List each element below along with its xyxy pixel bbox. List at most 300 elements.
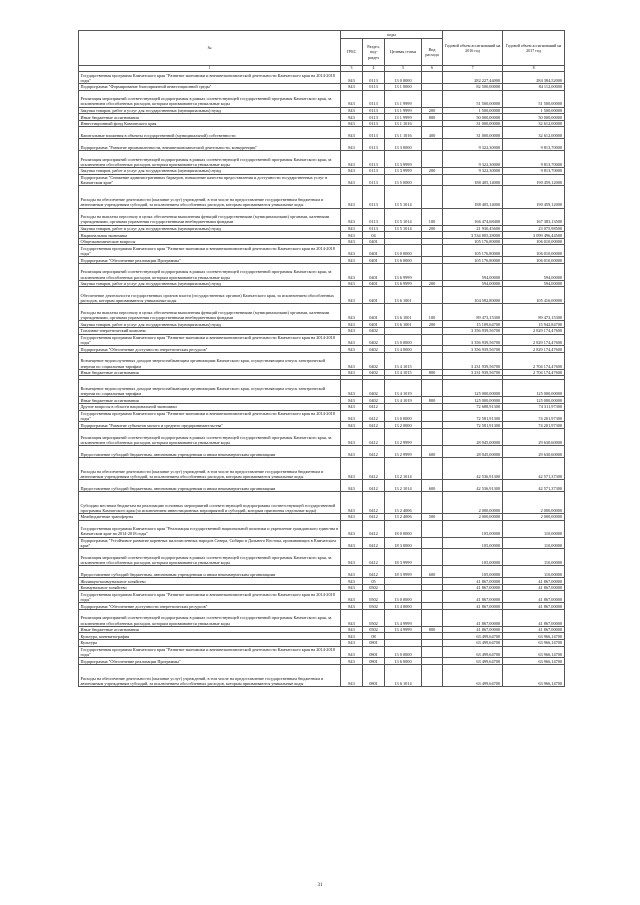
row-vid bbox=[422, 537, 443, 549]
row-vid bbox=[422, 646, 443, 658]
row-grbs: 843 bbox=[341, 208, 363, 225]
row-razdel: 0113 bbox=[363, 90, 385, 107]
row-amount-2016: 28 045,00000 bbox=[443, 446, 503, 458]
row-vid bbox=[422, 186, 443, 208]
row-celevaya: 13 3 9999 bbox=[385, 167, 422, 174]
row-amount-2016: 72 581,91300 bbox=[443, 410, 503, 422]
row-amount-2017: 9 813,70000 bbox=[503, 139, 565, 151]
row-celevaya: 13 5 0000 bbox=[385, 174, 422, 186]
table-row bbox=[79, 537, 565, 549]
row-celevaya: 13 6 1001 bbox=[385, 287, 422, 304]
row-vid bbox=[422, 139, 443, 151]
table-row bbox=[79, 591, 565, 603]
row-name: Государственная программа Камчатского края "Реализация государственной национальной политики и укрепление гражданского единства в Камчатском крае на 2014-2018 годы" bbox=[79, 520, 341, 537]
row-amount-2016: 3 231 939,56700 bbox=[443, 369, 503, 376]
row-amount-2016: 105,00000 bbox=[443, 549, 503, 566]
row-grbs: 843 bbox=[341, 566, 363, 578]
row-razdel: 0113 bbox=[363, 127, 385, 139]
table-row bbox=[79, 397, 565, 404]
row-vid bbox=[422, 664, 443, 686]
row-amount-2017: 84 112,00000 bbox=[503, 84, 565, 91]
row-razdel: 0401 bbox=[363, 245, 385, 257]
row-amount-2017: 594,00000 bbox=[503, 263, 565, 280]
row-celevaya: 13 2 9999 bbox=[385, 429, 422, 446]
table-row bbox=[79, 369, 565, 376]
row-name: Закупка товаров, работ и услуг для государственных (муниципальных) нужд bbox=[79, 321, 341, 328]
table-row bbox=[79, 127, 565, 139]
table-row bbox=[79, 186, 565, 208]
row-name: Реализация мероприятий соответствующей подпрограммы в рамках соответствующей государственной программы Камчатского края, за исключением обособленных расходов, которым присваиваются уникальные коды bbox=[79, 549, 341, 566]
row-grbs: 843 bbox=[341, 257, 363, 264]
budget-table bbox=[78, 30, 565, 687]
row-amount-2016: 105,00000 bbox=[443, 537, 503, 549]
row-vid: 800 bbox=[422, 369, 443, 376]
table-row bbox=[79, 114, 565, 121]
row-amount-2016: 3 356 939,56700 bbox=[443, 327, 503, 334]
row-razdel: 0113 bbox=[363, 139, 385, 151]
row-razdel: 0412 bbox=[363, 429, 385, 446]
row-name: Межбюджетные трансферты bbox=[79, 514, 341, 521]
row-celevaya: 13 1 9999 bbox=[385, 90, 422, 107]
row-razdel: 0401 bbox=[363, 257, 385, 264]
table-row bbox=[79, 457, 565, 479]
row-razdel: 0502 bbox=[363, 603, 385, 610]
table-row bbox=[79, 346, 565, 353]
table-row bbox=[79, 404, 565, 411]
row-razdel: 0402 bbox=[363, 369, 385, 376]
row-celevaya bbox=[385, 584, 422, 591]
row-amount-2016: 105,00000 bbox=[443, 520, 503, 537]
table-row bbox=[79, 603, 565, 610]
row-vid bbox=[422, 84, 443, 91]
row-name: Капитальные вложения в объекты государственной (муниципальной) собственности bbox=[79, 127, 341, 139]
row-name: Иные бюджетные ассигнования bbox=[79, 397, 341, 404]
row-amount-2017: 125 000,00000 bbox=[503, 397, 565, 404]
row-name: Реализация мероприятий соответствующей подпрограммы в рамках соответствующей государственной программы Камчатского края, за исключением обособленных расходов, которым присваиваются уникальные коды bbox=[79, 90, 341, 107]
table-row bbox=[79, 549, 565, 566]
row-vid bbox=[422, 422, 443, 429]
row-grbs: 843 bbox=[341, 238, 363, 245]
row-celevaya: 13 2 9999 bbox=[385, 446, 422, 458]
row-grbs: 843 bbox=[341, 334, 363, 346]
table-row bbox=[79, 578, 565, 585]
row-vid bbox=[422, 150, 443, 167]
row-amount-2017: 63 966,14700 bbox=[503, 664, 565, 686]
row-vid: 800 bbox=[422, 397, 443, 404]
row-amount-2016: 166 474,68400 bbox=[443, 208, 503, 225]
row-amount-2017: 110,00000 bbox=[503, 537, 565, 549]
row-name: Другие вопросы в области национальной экономики bbox=[79, 404, 341, 411]
row-razdel: 05 bbox=[363, 578, 385, 585]
row-razdel: 0402 bbox=[363, 352, 385, 369]
row-name: Национальная экономика bbox=[79, 232, 341, 239]
row-amount-2016: 31 000,00000 bbox=[443, 120, 503, 127]
row-amount-2016: 594,00000 bbox=[443, 263, 503, 280]
row-vid bbox=[422, 591, 443, 603]
row-vid bbox=[422, 174, 443, 186]
row-razdel: 0401 bbox=[363, 304, 385, 321]
row-celevaya bbox=[385, 327, 422, 334]
row-celevaya: 13 0 0000 bbox=[385, 591, 422, 603]
row-grbs: 843 bbox=[341, 520, 363, 537]
row-razdel: 0113 bbox=[363, 208, 385, 225]
column-number: 1 bbox=[79, 66, 341, 72]
row-amount-2017: 23 075,98500 bbox=[503, 225, 565, 232]
row-name: Закупка товаров, работ и услуг для государственных (муниципальных) нужд bbox=[79, 107, 341, 114]
row-grbs: 843 bbox=[341, 352, 363, 369]
row-amount-2016: 89 473,15300 bbox=[443, 304, 503, 321]
row-name: Закупка товаров, работ и услуг для государственных (муниципальных) нужд bbox=[79, 167, 341, 174]
row-name: Реализация мероприятий соответствующей подпрограммы в рамках соответствующей государственной программы Камчатского края, за исключением обособленных расходов, которым присваиваются уникальные коды bbox=[79, 609, 341, 626]
row-celevaya: 13 0 0000 bbox=[385, 646, 422, 658]
row-amount-2017: 284 384,52000 bbox=[503, 72, 565, 84]
row-amount-2016: 104 582,80000 bbox=[443, 287, 503, 304]
row-vid bbox=[422, 245, 443, 257]
row-name: Государственная программа Камчатского края "Развитие экономики и внешнеэкономической деятельности Камчатского края на 2014-2018 годы" bbox=[79, 334, 341, 346]
row-grbs: 843 bbox=[341, 603, 363, 610]
row-amount-2017: 2 704 174,47600 bbox=[503, 369, 565, 376]
table-row bbox=[79, 245, 565, 257]
table-row bbox=[79, 225, 565, 232]
row-grbs: 843 bbox=[341, 280, 363, 287]
column-number: 4 bbox=[363, 66, 385, 72]
row-vid bbox=[422, 346, 443, 353]
row-celevaya: 13 3 0000 bbox=[385, 139, 422, 151]
row-name: Реализация мероприятий соответствующей подпрограммы в рамках соответствующей государственной программы Камчатского края, за исключением обособленных расходов, которым присваиваются уникальные коды bbox=[79, 429, 341, 446]
row-name: Инвестиционный фонд Камчатского края bbox=[79, 120, 341, 127]
table-row bbox=[79, 280, 565, 287]
row-name: Государственная программа Камчатского края "Развитие экономики и внешнеэкономической деятельности Камчатского края на 2014-2018 годы" bbox=[79, 72, 341, 84]
row-grbs: 843 bbox=[341, 646, 363, 658]
row-amount-2017: 74 201,97300 bbox=[503, 410, 565, 422]
row-name: Иные бюджетные ассигнования bbox=[79, 114, 341, 121]
row-name: Расходы на обеспечение деятельности (оказание услуг) учреждений, в том числе на предоставление государственным бюджетным и автономным учреждениям субсидий, за исключением обособленных расходов, которым присваиваются уникальные коды bbox=[79, 664, 341, 686]
row-razdel: 0412 bbox=[363, 446, 385, 458]
row-amount-2017: 42 571,37300 bbox=[503, 457, 565, 479]
table-row bbox=[79, 334, 565, 346]
table-row bbox=[79, 72, 565, 84]
row-amount-2017: 63 966,14700 bbox=[503, 646, 565, 658]
row-grbs: 843 bbox=[341, 263, 363, 280]
row-vid bbox=[422, 603, 443, 610]
row-celevaya bbox=[385, 238, 422, 245]
row-name: Расходы на выплаты персоналу в целях обеспечения выполнения функций государственными (муниципальными) органами, казенными учреждениями, органами управления государственными внебюджетными фондами bbox=[79, 208, 341, 225]
row-amount-2016: 3 356 939,56700 bbox=[443, 346, 503, 353]
row-name: Подпрограмма "Обеспечение реализации Программы" bbox=[79, 257, 341, 264]
row-grbs: 843 bbox=[341, 287, 363, 304]
table-row bbox=[79, 327, 565, 334]
table-row bbox=[79, 232, 565, 239]
row-vid bbox=[422, 380, 443, 397]
row-amount-2017: 29 630,60000 bbox=[503, 429, 565, 446]
row-amount-2016: 72 688,91300 bbox=[443, 404, 503, 411]
row-celevaya: 13 1 9999 bbox=[385, 114, 422, 121]
row-amount-2016: 188 405,14000 bbox=[443, 174, 503, 186]
row-vid: 600 bbox=[422, 446, 443, 458]
row-amount-2016: 125 000,00000 bbox=[443, 397, 503, 404]
row-razdel: 0402 bbox=[363, 397, 385, 404]
row-celevaya: 13 6 9999 bbox=[385, 263, 422, 280]
row-amount-2016: 63 499,64700 bbox=[443, 664, 503, 686]
row-vid bbox=[422, 90, 443, 107]
row-celevaya: 13 4 0000 bbox=[385, 346, 422, 353]
table-row bbox=[79, 446, 565, 458]
row-amount-2017: 190 459,12000 bbox=[503, 174, 565, 186]
row-razdel: 0502 bbox=[363, 591, 385, 603]
row-vid bbox=[422, 578, 443, 585]
row-celevaya: 13 4 9999 bbox=[385, 626, 422, 633]
row-amount-2017: 106 010,00000 bbox=[503, 257, 565, 264]
row-grbs: 843 bbox=[341, 245, 363, 257]
row-amount-2017: 41 867,00000 bbox=[503, 591, 565, 603]
row-name: Общеэкономические вопросы bbox=[79, 238, 341, 245]
row-amount-2016: 188 405,14000 bbox=[443, 186, 503, 208]
row-name: Возмещение недополученных доходов энергоснабжающим организациям Камчатского края, осуществляющим отпуск электрической энергии по социальным тарифам bbox=[79, 380, 341, 397]
row-amount-2017: 51 500,00000 bbox=[503, 90, 565, 107]
row-amount-2016: 3 356 939,56700 bbox=[443, 334, 503, 346]
row-name: Реализация мероприятий соответствующей подпрограммы в рамках соответствующей государственной программы Камчатского края, за исключением обособленных расходов, которым присваиваются уникальные коды bbox=[79, 263, 341, 280]
row-vid: 200 bbox=[422, 321, 443, 328]
row-razdel: 0113 bbox=[363, 84, 385, 91]
row-name: Подпрограмма "Снижение административных барьеров, повышение качества предоставления и доступности государственных услуг в Камчатском крае" bbox=[79, 174, 341, 186]
row-celevaya: 13 2 4006 bbox=[385, 514, 422, 521]
row-vid: 200 bbox=[422, 225, 443, 232]
row-grbs: 843 bbox=[341, 380, 363, 397]
table-row bbox=[79, 321, 565, 328]
row-name: Государственная программа Камчатского края "Развитие экономики и внешнеэкономической деятельности Камчатского края на 2014-2018 годы" bbox=[79, 591, 341, 603]
row-grbs: 843 bbox=[341, 639, 363, 646]
row-vid bbox=[422, 633, 443, 640]
row-amount-2016: 82 500,00000 bbox=[443, 84, 503, 91]
row-grbs: 843 bbox=[341, 90, 363, 107]
row-name: Расходы на обеспечение деятельности (оказание услуг) учреждений, в том числе на предоставление государственным бюджетным и автономным учреждениям субсидий, за исключением обособленных расходов, которым присваиваются уникальные коды bbox=[79, 186, 341, 208]
row-vid: 800 bbox=[422, 114, 443, 121]
row-amount-2017: 41 867,00000 bbox=[503, 626, 565, 633]
row-razdel: 0502 bbox=[363, 584, 385, 591]
row-name: Субсидии местным бюджетам на реализацию основных мероприятий соответствующей подпрограммы соответствующей государственной программы Камчатского края (за исключением инвестиционных мероприятий и субсидий, которым присвоены отдельные коды) bbox=[79, 491, 341, 513]
row-vid: 600 bbox=[422, 480, 443, 492]
row-razdel: 0401 bbox=[363, 280, 385, 287]
row-vid bbox=[422, 520, 443, 537]
row-amount-2017: 15 942,84700 bbox=[503, 321, 565, 328]
row-grbs: 843 bbox=[341, 549, 363, 566]
row-grbs: 843 bbox=[341, 537, 363, 549]
row-celevaya bbox=[385, 639, 422, 646]
table-row bbox=[79, 646, 565, 658]
table-row bbox=[79, 514, 565, 521]
row-grbs: 843 bbox=[341, 346, 363, 353]
row-amount-2017: 105 416,00000 bbox=[503, 287, 565, 304]
row-amount-2016: 41 867,00000 bbox=[443, 626, 503, 633]
row-razdel: 0412 bbox=[363, 410, 385, 422]
table-row bbox=[79, 566, 565, 578]
table-row bbox=[79, 422, 565, 429]
row-razdel: 0113 bbox=[363, 72, 385, 84]
row-razdel: 0113 bbox=[363, 107, 385, 114]
row-celevaya: 13 4 1015 bbox=[385, 352, 422, 369]
row-celevaya: 13 6 0000 bbox=[385, 658, 422, 665]
row-grbs: 843 bbox=[341, 480, 363, 492]
row-razdel: 0113 bbox=[363, 167, 385, 174]
row-name: Государственная программа Камчатского края "Развитие экономики и внешнеэкономической деятельности Камчатского края на 2014-2018 годы" bbox=[79, 646, 341, 658]
row-vid: 200 bbox=[422, 167, 443, 174]
row-amount-2016: 3 231 939,56700 bbox=[443, 352, 503, 369]
table-row bbox=[79, 174, 565, 186]
row-amount-2016: 9 322,30000 bbox=[443, 139, 503, 151]
row-grbs: 843 bbox=[341, 114, 363, 121]
header-year-2016: Годовой объем ассигнований на 2016 год bbox=[443, 31, 503, 66]
row-vid bbox=[422, 639, 443, 646]
row-grbs: 843 bbox=[341, 591, 363, 603]
row-amount-2016: 1 500,00000 bbox=[443, 107, 503, 114]
table-row bbox=[79, 263, 565, 280]
row-grbs: 843 bbox=[341, 150, 363, 167]
row-name: Закупка товаров, работ и услуг для государственных (муниципальных) нужд bbox=[79, 225, 341, 232]
row-grbs: 843 bbox=[341, 232, 363, 239]
row-amount-2017: 63 966,14700 bbox=[503, 633, 565, 640]
row-grbs: 843 bbox=[341, 84, 363, 91]
row-celevaya: 13 6 9999 bbox=[385, 280, 422, 287]
row-celevaya: 13 2 1014 bbox=[385, 457, 422, 479]
row-grbs: 843 bbox=[341, 327, 363, 334]
row-grbs: 843 bbox=[341, 429, 363, 446]
row-vid: 600 bbox=[422, 566, 443, 578]
row-vid bbox=[422, 327, 443, 334]
row-name: Государственная программа Камчатского края "Развитие экономики и внешнеэкономической деятельности Камчатского края на 2014-2018 годы" bbox=[79, 410, 341, 422]
table-row bbox=[79, 658, 565, 665]
table-row bbox=[79, 167, 565, 174]
row-name: Обеспечение деятельности государственных органов власти (государственных органов) Камчатского края, за исключением обособленных расходов, которым присваиваются уникальные коды bbox=[79, 287, 341, 304]
row-name: Подпрограмма "Обеспечение доступности энергетических ресурсов" bbox=[79, 346, 341, 353]
row-name: Иные бюджетные ассигнования bbox=[79, 626, 341, 633]
row-grbs: 843 bbox=[341, 186, 363, 208]
row-amount-2016: 105 176,80000 bbox=[443, 257, 503, 264]
row-vid bbox=[422, 257, 443, 264]
row-name: Реализация мероприятий соответствующей подпрограммы в рамках соответствующей государственной программы Камчатского края, за исключением обособленных расходов, которым присваиваются уникальные коды bbox=[79, 150, 341, 167]
table-row bbox=[79, 238, 565, 245]
row-razdel: 0113 bbox=[363, 150, 385, 167]
row-celevaya: 13 4 1019 bbox=[385, 380, 422, 397]
row-vid bbox=[422, 287, 443, 304]
row-celevaya: 18 3 0000 bbox=[385, 537, 422, 549]
row-amount-2017: 106 010,00000 bbox=[503, 238, 565, 245]
row-name: Подпрограмма "Обеспечение реализации Программы" bbox=[79, 658, 341, 665]
table-row bbox=[79, 584, 565, 591]
row-amount-2017: 32 612,00000 bbox=[503, 127, 565, 139]
row-celevaya: 13 6 0000 bbox=[385, 257, 422, 264]
row-name: Государственная программа Камчатского края "Развитие экономики и внешнеэкономической деятельности Камчатского края на 2014-2018 годы" bbox=[79, 245, 341, 257]
row-amount-2017: 74 311,97300 bbox=[503, 404, 565, 411]
row-razdel: 0402 bbox=[363, 346, 385, 353]
row-amount-2017: 2 829 174,47600 bbox=[503, 346, 565, 353]
row-amount-2016: 3 534 805,28000 bbox=[443, 232, 503, 239]
row-razdel: 0801 bbox=[363, 664, 385, 686]
row-razdel: 0412 bbox=[363, 566, 385, 578]
row-amount-2016: 2 000,00000 bbox=[443, 514, 503, 521]
table-row bbox=[79, 257, 565, 264]
row-grbs: 843 bbox=[341, 404, 363, 411]
row-amount-2017: 32 612,00000 bbox=[503, 120, 565, 127]
page-number: 31 bbox=[317, 883, 323, 888]
row-celevaya: 13 0 0000 bbox=[385, 410, 422, 422]
header-year-2017: Годовой объем ассигнований на 2017 год bbox=[503, 31, 565, 66]
row-vid bbox=[422, 352, 443, 369]
row-celevaya: 13 5 1014 bbox=[385, 225, 422, 232]
row-amount-2017: 41 867,00000 bbox=[503, 584, 565, 591]
row-grbs: 843 bbox=[341, 225, 363, 232]
row-razdel: 0401 bbox=[363, 263, 385, 280]
row-celevaya: 13 5 1014 bbox=[385, 208, 422, 225]
table-row bbox=[79, 352, 565, 369]
row-amount-2016: 50 000,00000 bbox=[443, 114, 503, 121]
row-grbs: 843 bbox=[341, 578, 363, 585]
row-celevaya: 13 1 1016 bbox=[385, 120, 422, 127]
row-vid: 800 bbox=[422, 626, 443, 633]
row-name: Расходы на обеспечение деятельности (оказание услуг) учреждений, в том числе на предоставление государственным бюджетным и автономным учреждениям субсидий, за исключением обособленных расходов, которым присваиваются уникальные коды bbox=[79, 457, 341, 479]
row-amount-2016: 41 867,00000 bbox=[443, 578, 503, 585]
row-celevaya: 13 3 9999 bbox=[385, 150, 422, 167]
row-amount-2016: 105 176,80000 bbox=[443, 245, 503, 257]
row-amount-2016: 594,00000 bbox=[443, 280, 503, 287]
column-number: 7 bbox=[443, 66, 503, 72]
row-amount-2017: 50 000,00000 bbox=[503, 114, 565, 121]
row-name: Предоставление субсидий бюджетным, автономным учреждениям и иным некоммерческим организациям bbox=[79, 566, 341, 578]
table-row bbox=[79, 480, 565, 492]
row-razdel: 0412 bbox=[363, 549, 385, 566]
row-grbs: 843 bbox=[341, 457, 363, 479]
header-vid: Вид расхода bbox=[422, 39, 443, 66]
row-amount-2016: 125 000,00000 bbox=[443, 380, 503, 397]
row-grbs: 843 bbox=[341, 446, 363, 458]
row-razdel: 08 bbox=[363, 633, 385, 640]
row-amount-2017: 110,00000 bbox=[503, 520, 565, 537]
row-razdel: 0412 bbox=[363, 404, 385, 411]
row-grbs: 843 bbox=[341, 410, 363, 422]
row-grbs: 843 bbox=[341, 174, 363, 186]
row-name: Подпрограмма "Устойчивое развитие коренных малочисленных народов Севера, Сибири и Дальнего Востока, проживающих в Камчатском крае" bbox=[79, 537, 341, 549]
row-razdel: 0412 bbox=[363, 491, 385, 513]
row-amount-2017: 3 099 496,44500 bbox=[503, 232, 565, 239]
row-razdel: 0402 bbox=[363, 334, 385, 346]
row-celevaya: 13 1 9999 bbox=[385, 107, 422, 114]
row-celevaya bbox=[385, 404, 422, 411]
row-amount-2017: 42 571,37300 bbox=[503, 480, 565, 492]
row-amount-2016: 15 109,64700 bbox=[443, 321, 503, 328]
row-razdel: 0801 bbox=[363, 658, 385, 665]
row-grbs: 843 bbox=[341, 626, 363, 633]
row-celevaya: 13 0 0000 bbox=[385, 334, 422, 346]
row-amount-2017: 110,00000 bbox=[503, 566, 565, 578]
row-razdel: 0412 bbox=[363, 480, 385, 492]
row-grbs: 843 bbox=[341, 584, 363, 591]
row-grbs: 843 bbox=[341, 72, 363, 84]
row-vid: 100 bbox=[422, 208, 443, 225]
row-celevaya bbox=[385, 232, 422, 239]
row-celevaya: 13 5 1014 bbox=[385, 186, 422, 208]
row-vid bbox=[422, 238, 443, 245]
row-amount-2017: 106 010,00000 bbox=[503, 245, 565, 257]
row-amount-2016: 63 499,64700 bbox=[443, 633, 503, 640]
row-vid bbox=[422, 457, 443, 479]
row-amount-2016: 63 499,64700 bbox=[443, 646, 503, 658]
row-amount-2017: 2 704 174,47600 bbox=[503, 352, 565, 369]
column-number: 8 bbox=[503, 66, 565, 72]
row-amount-2016: 63 499,64700 bbox=[443, 658, 503, 665]
column-number: 3 bbox=[341, 66, 363, 72]
row-name: Возмещение недополученных доходов энергоснабжающим организациям Камчатского края, осуществляющим отпуск электрической энергии по социальным тарифам bbox=[79, 352, 341, 369]
document-page bbox=[78, 30, 564, 687]
row-amount-2016: 21 930,45600 bbox=[443, 225, 503, 232]
